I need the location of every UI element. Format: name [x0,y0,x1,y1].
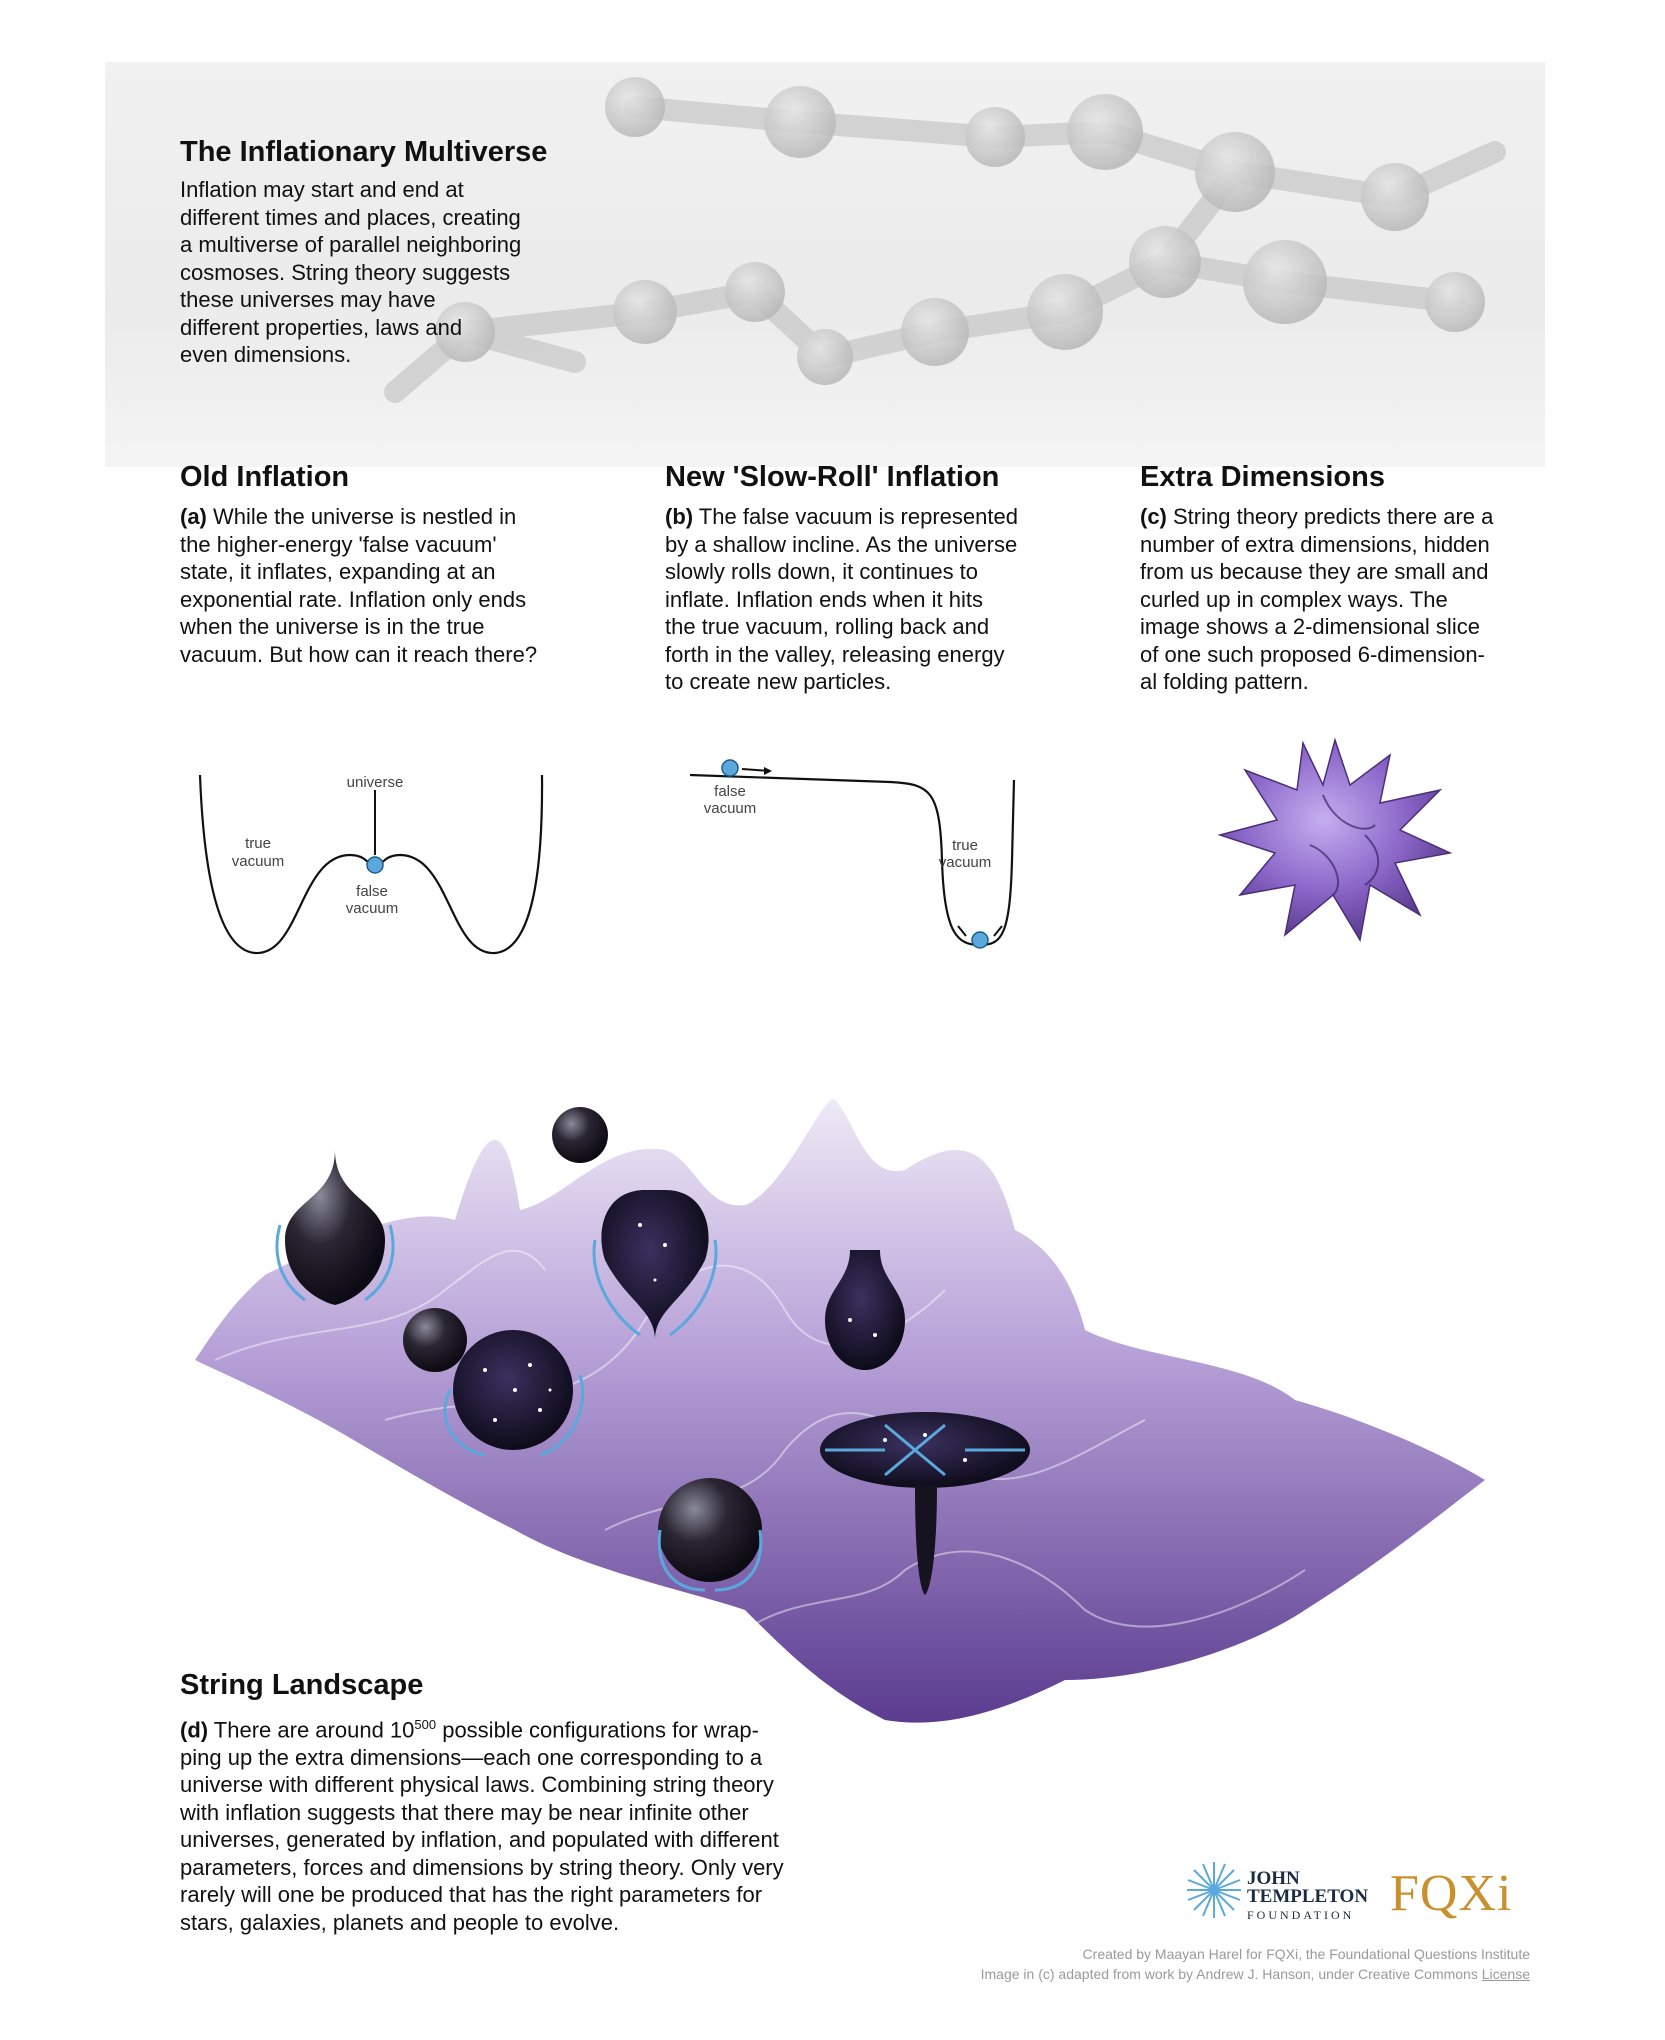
universe-bubble [285,1150,385,1305]
slow-roll-text: (b) The false vacuum is represented by a shallow incline. As the universe slowly rolls down, it continues to inflate. Inflation ends when it hits the true vacuum, rolling back and forth in the valley, releasing energy to create new particles. [665,504,1018,694]
universe-bubble [552,1107,608,1163]
intro-line: cosmoses. String theory suggests [180,259,511,285]
slow-roll-diagram [680,750,1030,970]
folding-pattern [1220,740,1450,940]
extra-dimensions-text: (c) String theory predicts there are a number of extra dimensions, hidden from us because they are small and curled up in complex ways. The image shows a 2-dimensional slice of one such proposed 6-dimension- al folding pattern. [1140,504,1494,694]
calabi-yau-shape [1215,735,1455,945]
page-title: The Inflationary Multiverse [180,136,548,168]
universe-bubble [658,1478,762,1582]
intro-line: different properties, laws and [180,314,463,340]
label-c: (c) [1140,504,1167,529]
credit-line-2: Image in (c) adapted from work by Andrew J. Hanson, under Creative Commons License [980,1966,1530,1982]
universe-label: universe [346,774,404,791]
false-vacuum-label: vacuum [345,900,399,917]
old-inflation-title: Old Inflation [180,461,350,493]
fqxi-logo: FQXi [1390,1865,1513,1922]
label-a: (a) [180,504,207,529]
false-vacuum-label: false [714,783,746,800]
universe-bubble [403,1308,467,1372]
intro-line: these universes may have [180,287,436,312]
arrow-head [764,767,772,775]
sponsor-logos [1185,1858,1525,1938]
true-vacuum-label: vacuum [231,853,285,870]
slow-roll-title: New 'Slow-Roll' Inflation [665,461,1000,493]
exponent: 500 [414,1717,437,1732]
string-landscape-title: String Landscape [180,1669,424,1701]
old-inflation-text: (a) While the universe is nestled in the higher-energy 'false vacuum' state, it inflates, expanding at an exponential rate. Inflation only ends when the universe is in the true vacuum. But how can it reach there? [180,504,538,667]
universe-ball [367,857,383,873]
false-vacuum-label: false [356,883,388,900]
intro-line: Inflation may start and end at [180,177,464,202]
label-b: (b) [665,504,694,529]
templeton-star-icon [1185,1860,1243,1920]
templeton-logo: JOHN TEMPLETON FOUNDATION [1247,1868,1369,1922]
string-landscape-illustration [185,1090,1495,1730]
intro-line: even dimensions. [180,342,352,367]
old-inflation-diagram [180,760,570,970]
intro-text [180,176,521,369]
false-vacuum-label: vacuum [703,800,757,817]
intro-line: a multiverse of parallel neighboring [180,232,522,257]
landscape-surface [195,1099,1485,1722]
license-link[interactable]: License [1481,1966,1530,1982]
universe-ball-valley [972,932,988,948]
universe-ball [722,760,738,776]
extra-dimensions-title: Extra Dimensions [1140,461,1385,493]
intro-line: different times and places, creating [180,204,521,230]
true-vacuum-label: true [952,837,978,854]
string-landscape-text: (d) There are around $10^{500}$ possible configurations for wrap- ping up the extra dimensions—each one corresponding to a universe with different physical laws. Combining string theory with inflation suggests that there may be near infinite other universes, generated by inflation, and populated with different parameters, forces and dimensions by string theory. Only very rarely will one be produced that has the right parameters for stars, galaxies, planets and people to evolve. [180,1717,784,1935]
credit-line-1: Created by Maayan Harel for FQXi, the Foundational Questions Institute [1082,1946,1530,1962]
true-vacuum-label: true [245,835,271,852]
label-d: (d) [180,1717,209,1743]
true-vacuum-label: vacuum [938,854,992,871]
